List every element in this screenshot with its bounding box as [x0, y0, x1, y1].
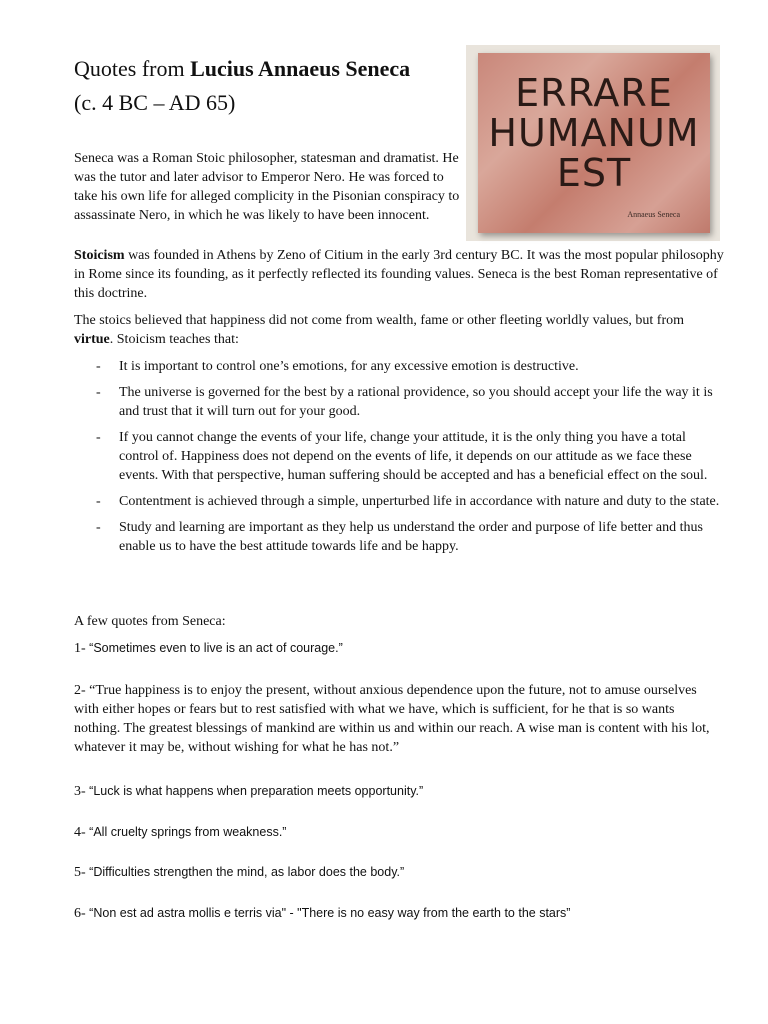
belief-paragraph — [74, 311, 724, 349]
tablet-line-1: ERRARE — [515, 71, 673, 115]
quote-3: 3- “Luck is what happens when preparation meets opportunity.” — [74, 784, 424, 799]
quote-6: 6- “Non est ad astra mollis e terris via" - "There is no easy way from the earth to the stars” — [74, 906, 571, 921]
quote-2: 2- “True happiness is to enjoy the present, without anxious dependence upon the future, not to amuse ourselves with either hopes or fears but to rest satisfied with what we have, which is sufficient, for he that is so wants nothing. The greatest blessings of mankind are within us and within our reach. A wise man is content with his lot, whatever it may be, without wishing for what he has not.” — [74, 683, 710, 755]
stoicism-rest: was founded in Athens by Zeno of Citium in the early 3rd century BC. It was the most popular philosophy in Rome since its founding, as it perfectly reflected its founding values. Seneca is the best Roman representative of this doctrine. — [74, 248, 724, 301]
quotes-intro: A few quotes from Seneca: — [74, 614, 226, 629]
stoicism-bold: Stoicism — [74, 248, 125, 263]
title-block — [74, 52, 454, 120]
title-dates: (c. 4 BC – AD 65) — [74, 90, 236, 115]
list-item: - Contentment is achieved through a simple, unperturbed life in accordance with nature and duty to the state. — [96, 494, 720, 509]
page-title — [74, 52, 454, 86]
list-item: - If you cannot change the events of your life, change your attitude, it is the only thing you have a total control of. Happiness does not depend on the events of life, it depends on our attitude as we face these events. With that perspective, human suffering should be accepted and has a beneficial effect on the soul. — [96, 430, 708, 483]
belief-bold: virtue — [74, 332, 110, 347]
tablet-signature: Annaeus Seneca — [627, 210, 680, 219]
quote-5: 5- “Difficulties strengthen the mind, as labor does the body.” — [74, 865, 405, 880]
stoic-teachings-list — [74, 357, 724, 556]
quote-1: 1- “Sometimes even to live is an act of courage.” — [74, 641, 343, 656]
title-prefix: Quotes from — [74, 56, 191, 81]
body-text — [74, 246, 724, 563]
tablet-line-2: HUMANUM — [488, 111, 700, 155]
quote-4: 4- “All cruelty springs from weakness.” — [74, 825, 287, 840]
belief-before: The stoics believed that happiness did not come from wealth, fame or other fleeting worldly values, but from — [74, 313, 684, 328]
tablet-line-3: EST — [556, 151, 632, 195]
intro-paragraph: Seneca was a Roman Stoic philosopher, statesman and dramatist. He was the tutor and later advisor to Emperor Nero. He was forced to take his own life for alleged complicity in the Pisonian conspiracy to assassinate Nero, in which he was likely to have been innocent. — [74, 151, 460, 223]
list-item: - The universe is governed for the best by a rational providence, so you should accept your life the way it is and trust that it will turn out for your good. — [96, 385, 713, 419]
list-item: - Study and learning are important as they help us understand the order and purpose of life better and thus enable us to have the best attitude towards life and be happy. — [96, 520, 703, 554]
marble-tablet — [478, 53, 710, 233]
title-name: Lucius Annaeus Seneca — [190, 56, 411, 81]
list-item: - It is important to control one’s emotions, for any excessive emotion is destructive. — [96, 359, 579, 374]
errare-humanum-est-image — [466, 45, 720, 241]
stoicism-paragraph — [74, 246, 724, 303]
belief-after: . Stoicism teaches that: — [109, 332, 239, 347]
